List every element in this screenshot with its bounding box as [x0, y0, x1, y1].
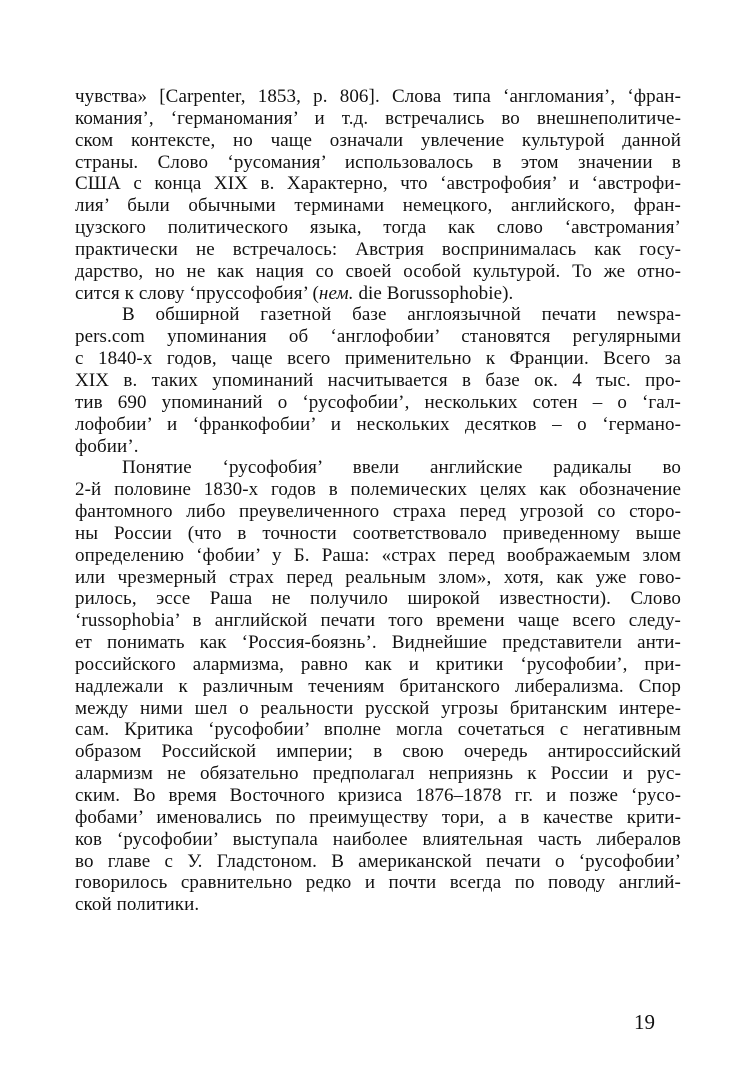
text-line: определению ‘фобии’ у Б. Раша: «страх перед воображаемым злом — [75, 544, 681, 566]
text-line: ским. Во время Восточного кризиса 1876–1878 гг. и позже ‘русо- — [75, 785, 681, 806]
text-line: или чрезмерный страх перед реальным злом», хотя, как уже гово- — [75, 566, 681, 588]
text-line: надлежали к различным течениям британского либерализма. Спор — [75, 675, 681, 697]
text-segment-italic: нем. — [318, 282, 354, 304]
text-line: ков ‘русофобии’ выступала наиболее влиятельная часть либералов — [75, 828, 681, 850]
text-line: с 1840-х годов, чаще всего применительно к Франции. Всего за — [75, 348, 681, 370]
text-line: между ними шел о реальности русской угрозы британским интере- — [75, 697, 681, 719]
text-line: США с конца XIX в. Характерно, что ‘австрофобия’ и ‘австрофи- — [75, 173, 681, 195]
paragraph-3 — [75, 457, 681, 916]
text-line: лофобии’ и ‘франкофобии’ и нескольких десятков – о ‘германо- — [75, 413, 681, 435]
text-line: фобии’. — [75, 435, 139, 457]
text-line: тив 690 упоминаний о ‘русофобии’, нескольких сотен – о ‘гал- — [75, 391, 681, 413]
text-line: алармизм не обязательно предполагал неприязнь к России и рус- — [75, 763, 681, 785]
text-segment: die Borussophobie). — [353, 282, 514, 304]
text-line: ет понимать как ‘Россия-боязнь’. Виднейшие представители анти- — [75, 632, 681, 654]
text-line: рилось, эссе Раша не получило широкой известности). Слово — [75, 588, 681, 610]
paragraph-2 — [75, 304, 681, 457]
text-line: XIX в. таких упоминаний насчитывается в базе ок. 4 тыс. про- — [75, 369, 681, 391]
text-line: дарство, но не как нация со своей особой культурой. То же отно- — [75, 260, 681, 282]
text-line: страны. Слово ‘русомания’ использовалось в этом значении в — [75, 151, 681, 173]
page-number: 19 — [634, 1010, 655, 1034]
text-line: говорилось сравнительно редко и почти всегда по поводу англий- — [75, 872, 681, 894]
text-line: практически не встречалось: Австрия воспринималась как госу- — [75, 238, 681, 260]
text-line: лия’ были обычными терминами немецкого, английского, фран- — [75, 195, 681, 217]
text-line: чувства» [Carpenter, 1853, p. 806]. Слова типа ‘англомания’, ‘фран- — [75, 86, 681, 107]
text-line: образом Российской империи; в свою очередь антироссийский — [75, 741, 681, 763]
paragraph-1 — [75, 86, 681, 304]
text-line: фантомного либо преувеличенного страха перед угрозой со сторо- — [75, 501, 681, 523]
text-line — [75, 283, 681, 305]
text-line: ны России (что в точности соответствовало приведенному выше — [75, 522, 681, 544]
text-block — [75, 86, 681, 916]
text-line: фобами’ именовались по преимуществу тори, а в качестве крити- — [75, 806, 681, 828]
text-line: 2-й половине 1830-х годов в полемических целях как обозначение — [75, 479, 681, 501]
text-line: российского алармизма, равно как и критики ‘русофобии’, при- — [75, 653, 681, 675]
text-line: ‘russophobia’ в английской печати того времени чаще всего следу- — [75, 610, 681, 632]
text-line: сам. Критика ‘русофобии’ вполне могла сочетаться с негативным — [75, 719, 681, 741]
text-line: цузского политического языка, тогда как слово ‘австромания’ — [75, 217, 681, 239]
text-line: Понятие ‘русофобия’ ввели английские радикалы во — [122, 457, 681, 479]
text-line: pers.com упоминания об ‘англофобии’ становятся регулярными — [75, 326, 681, 348]
text-line: комания’, ‘германомания’ и т.д. встречались во внешнеполитиче- — [75, 107, 681, 129]
text-segment: сится к слову ‘пруссофобия’ ( — [75, 282, 319, 304]
text-line: ском контексте, но чаще означали увлечение культурой данной — [75, 129, 681, 151]
text-line: В обширной газетной базе англоязычной печати newspa- — [122, 304, 681, 326]
text-line: ской политики. — [75, 894, 200, 916]
text-line: во главе с У. Гладстоном. В американской печати о ‘русофобии’ — [75, 850, 681, 872]
